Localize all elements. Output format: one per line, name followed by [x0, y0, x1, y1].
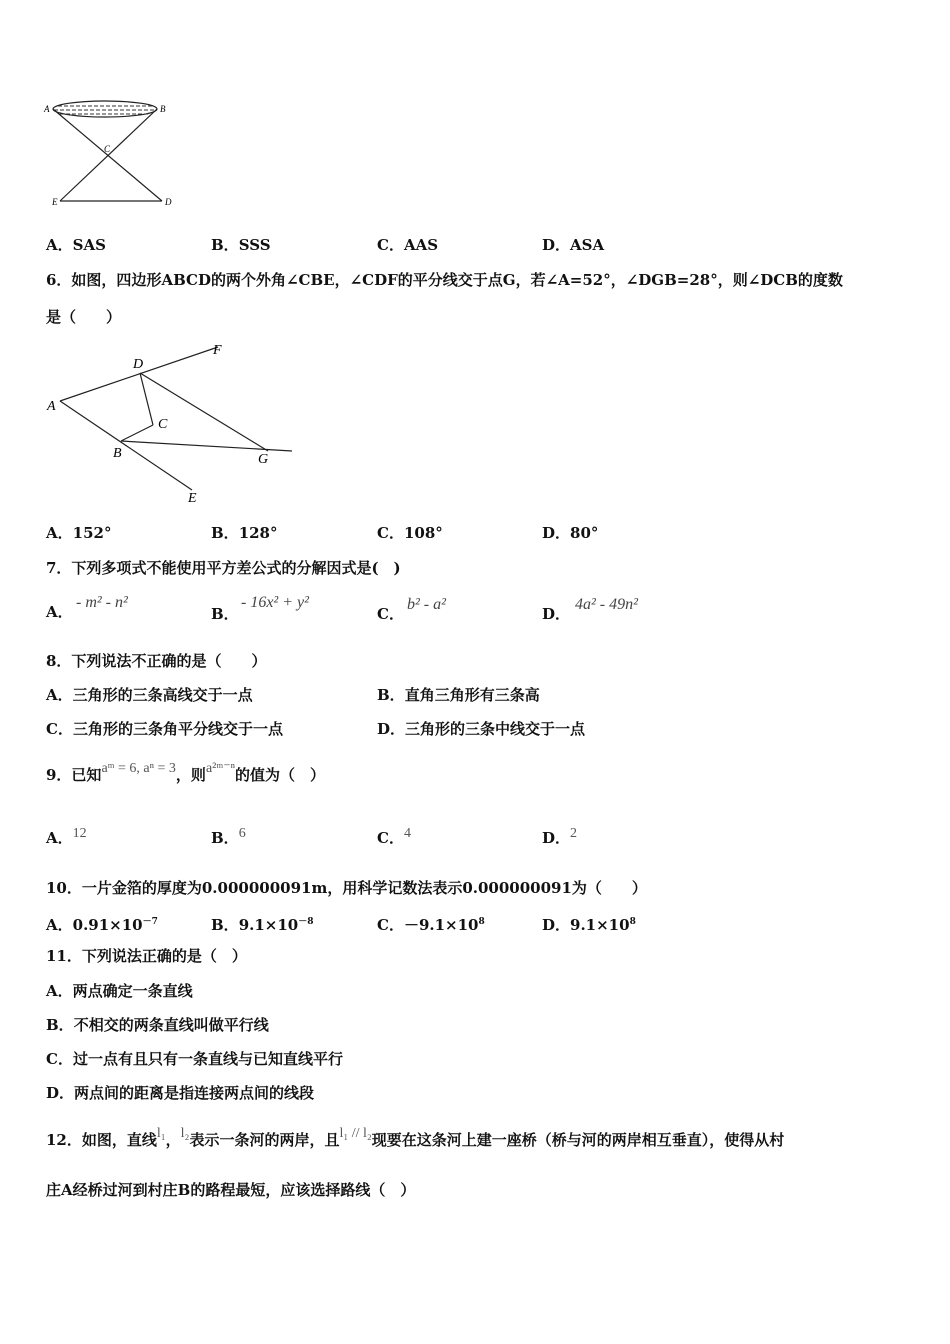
- q12-part1: 12．如图，直线: [46, 1131, 157, 1149]
- q7-option-a: A．: [46, 603, 73, 621]
- q5-label-D: D: [165, 197, 172, 207]
- q11-option-b: B．不相交的两条直线叫做平行线: [46, 1016, 269, 1034]
- q9-option-b: B．6: [211, 826, 246, 847]
- q6-figure: [40, 335, 305, 510]
- q8-option-b: B．直角三角形有三条高: [377, 686, 540, 704]
- q11-option-c: C．过一点有且只有一条直线与已知直线平行: [46, 1050, 343, 1068]
- q9-mid: ，则: [175, 766, 206, 784]
- q7-option-b-expr: - 16x² + y²: [241, 594, 309, 611]
- q5-label-E: E: [52, 197, 58, 207]
- q6-ray-AF: [60, 347, 218, 401]
- q9-suffix: 的值为（ ）: [235, 766, 326, 784]
- q6-label-G: G: [258, 452, 269, 467]
- q6-segment-CB: [121, 425, 153, 441]
- q7-stem: 7．下列多项式不能使用平方差公式的分解因式是( ): [46, 559, 401, 577]
- q9-target-expr: a²ᵐ⁻ⁿ: [205, 761, 235, 776]
- q5-option-c: C．AAS: [377, 236, 439, 254]
- q12-stem-line2: 庄A经桥过河到村庄B的路程最短，应该选择路线（ ）: [46, 1181, 416, 1199]
- q7-option-a-expr: - m² - n²: [76, 594, 128, 611]
- q6-label-D: D: [133, 357, 144, 372]
- q6-stem-line2: 是（ ）: [46, 308, 122, 326]
- q6-segment-BG: [121, 441, 292, 451]
- q11-stem: 11．下列说法正确的是（ ）: [46, 947, 247, 965]
- q11-option-d: D．两点间的距离是指连接两点间的线段: [46, 1084, 315, 1102]
- q8-stem: 8．下列说法不正确的是（ ）: [46, 652, 267, 670]
- q6-label-B: B: [113, 446, 122, 461]
- q9-given-expr: aᵐ = 6, aⁿ = 3: [101, 761, 176, 776]
- q6-label-A: A: [47, 399, 56, 414]
- q6-option-b: B．128°: [211, 524, 278, 542]
- q9-option-a: A．12: [46, 826, 87, 847]
- q5-label-B: B: [160, 104, 166, 114]
- q6-label-C: C: [158, 417, 168, 432]
- q8-option-d: D．三角形的三条中线交于一点: [377, 720, 586, 738]
- q12-part2: 表示一条河的两岸，且: [189, 1131, 340, 1149]
- q6-label-F: F: [213, 343, 222, 358]
- q5-label-C: C: [104, 144, 111, 154]
- q7-option-c-expr: b² - a²: [407, 596, 446, 613]
- q10-option-c: C．$-9.1\times 10^8$: [377, 916, 485, 934]
- q7-option-d: D．: [542, 605, 571, 623]
- q7-option-b: B．: [211, 605, 239, 623]
- q6-option-d: D．80°: [542, 524, 599, 542]
- q6-stem-line1: 6．如图，四边形ABCD的两个外角∠CBE，∠CDF的平分线交于点G，若∠A=52°，∠DGB=28°，则∠DCB的度数: [46, 271, 843, 289]
- q10-option-a: A．$0.91\times 10^{-7}$: [46, 916, 158, 934]
- q7-option-d-expr: 4a² - 49n²: [575, 596, 638, 613]
- q5-option-d: D．ASA: [542, 236, 605, 254]
- q9-option-d: D．2: [542, 826, 578, 847]
- q5-option-b: B．SSS: [211, 236, 271, 254]
- q10-stem: 10．一片金箔的厚度为0.000000091m，用科学记数法表示0.000000091为（ ）: [46, 879, 647, 897]
- q12-l2: l₂: [180, 1126, 190, 1141]
- q8-option-a: A．三角形的三条高线交于一点: [46, 686, 253, 704]
- q9-option-c: C．4: [377, 826, 411, 847]
- q10-option-b: B．$9.1\times 10^{-8}$: [211, 916, 314, 934]
- q5-ellipse: [53, 101, 157, 117]
- q10-option-d: D．$9.1\times 10^8$: [542, 916, 636, 934]
- q12-comma: ，: [165, 1131, 181, 1149]
- q12-parallel: l₁ // l₂: [339, 1126, 372, 1141]
- q5-segment-AD: [53, 109, 162, 201]
- q12-l1: l₁: [156, 1126, 166, 1141]
- q12-part3: 现要在这条河上建一座桥（桥与河的两岸相互垂直），使得从村: [371, 1131, 785, 1149]
- q7-option-c: C．: [377, 605, 404, 623]
- q6-option-a: A．152°: [46, 524, 112, 542]
- q9-prefix: 9．已知: [46, 766, 102, 784]
- q8-option-c: C．三角形的三条角平分线交于一点: [46, 720, 283, 738]
- q6-segment-DC: [140, 373, 153, 425]
- q9-stem: [46, 761, 326, 787]
- q12-stem-line1: [46, 1126, 785, 1152]
- q11-option-a: A．两点确定一条直线: [46, 982, 193, 1000]
- q5-label-A: A: [44, 104, 50, 114]
- q5-segment-BE: [60, 109, 157, 201]
- q6-segment-DG: [140, 373, 268, 451]
- q5-figure: [40, 95, 180, 210]
- q6-label-E: E: [188, 491, 197, 506]
- q5-option-a: A．SAS: [46, 236, 106, 254]
- q6-ray-AE: [60, 401, 192, 490]
- q6-option-c: C．108°: [377, 524, 443, 542]
